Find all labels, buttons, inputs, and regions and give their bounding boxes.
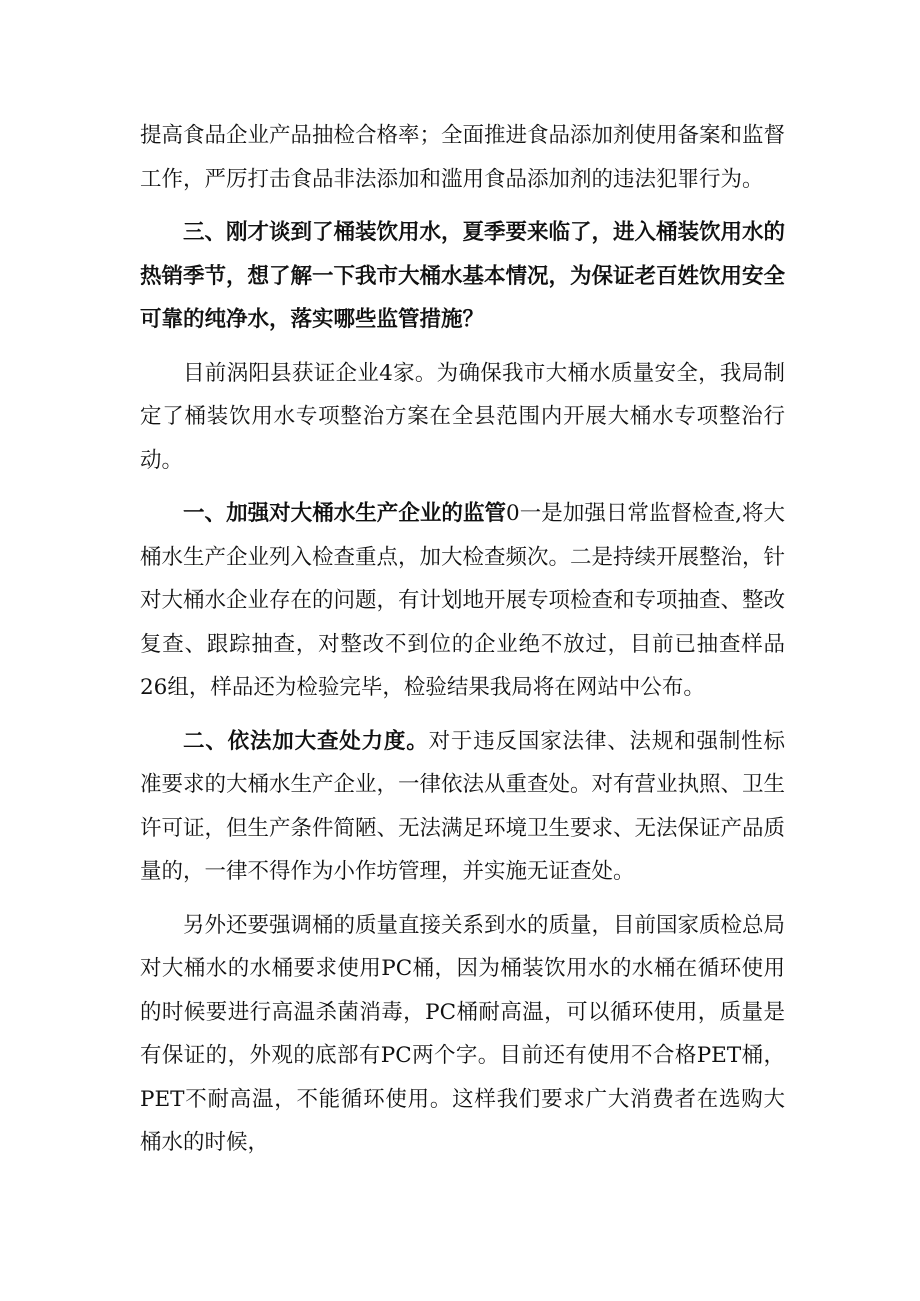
paragraph-text: 目前涡阳县获证企业4家。为确保我市大桶水质量安全，我局制定了桶装饮用水专项整治方案在全县范围内开展大桶水专项整治行动。	[140, 360, 785, 473]
paragraph-barrel-quality	[140, 904, 785, 1165]
paragraph-text: 另外还要强调桶的质量直接关系到水的质量，目前国家质检总局对大桶水的水桶要求使用PC桶，因为桶装饮用水的水桶在循环使用的时候要进行高温杀菌消毒，PC桶耐高温，可以循环使用，质量是有保证的，外观的底部有PC两个字。目前还有使用不合格PET桶，PET不耐高温，不能循环使用。这样我们要求广大消费者在选购大桶水的时候，	[140, 912, 786, 1155]
question-text: 三、刚才谈到了桶装饮用水，夏季要来临了，进入桶装饮用水的热销季节，想了解一下我市大桶水基本情况，为保证老百姓饮用安全可靠的纯净水，落实哪些监管措施？	[140, 220, 786, 332]
measure-two-heading: 二、依法加大查处力度。	[183, 728, 429, 754]
measure-one-heading: 一、加强对大桶水生产企业的监管	[183, 501, 507, 526]
paragraph-answer-intro	[140, 352, 785, 483]
paragraph-measure-two	[140, 720, 785, 894]
paragraph-text: 提高食品企业产品抽检合格率；全面推进食品添加剂使用备案和监督工作，严厉打击食品非法添加和滥用食品添加剂的违法犯罪行为。	[140, 123, 786, 192]
paragraph-text: 对于违反国家法律、法规和强制性标准要求的大桶水生产企业，一律依法从重查处。对有营业执照、卫生许可证，但生产条件简陋、无法满足环境卫生要求、无法保证产品质量的，一律不得作为小作坊管理，并实施无证查处。	[140, 728, 786, 884]
question-heading-three	[140, 211, 785, 342]
paragraph-text: 0一是加强日常监督检查,将大桶水生产企业列入检查重点，加大检查频次。二是持续开展整治，针对大桶水企业存在的问题，有计划地开展专项检查和专项抽查、整改复查、跟踪抽查，对整改不到位的企业绝不放过，目前已抽查样品26组，样品还为检验完毕，检验结果我局将在网站中公布。	[140, 501, 786, 700]
paragraph-measure-one	[140, 492, 785, 710]
paragraph-continuation	[140, 114, 785, 201]
document-page	[140, 114, 785, 1175]
